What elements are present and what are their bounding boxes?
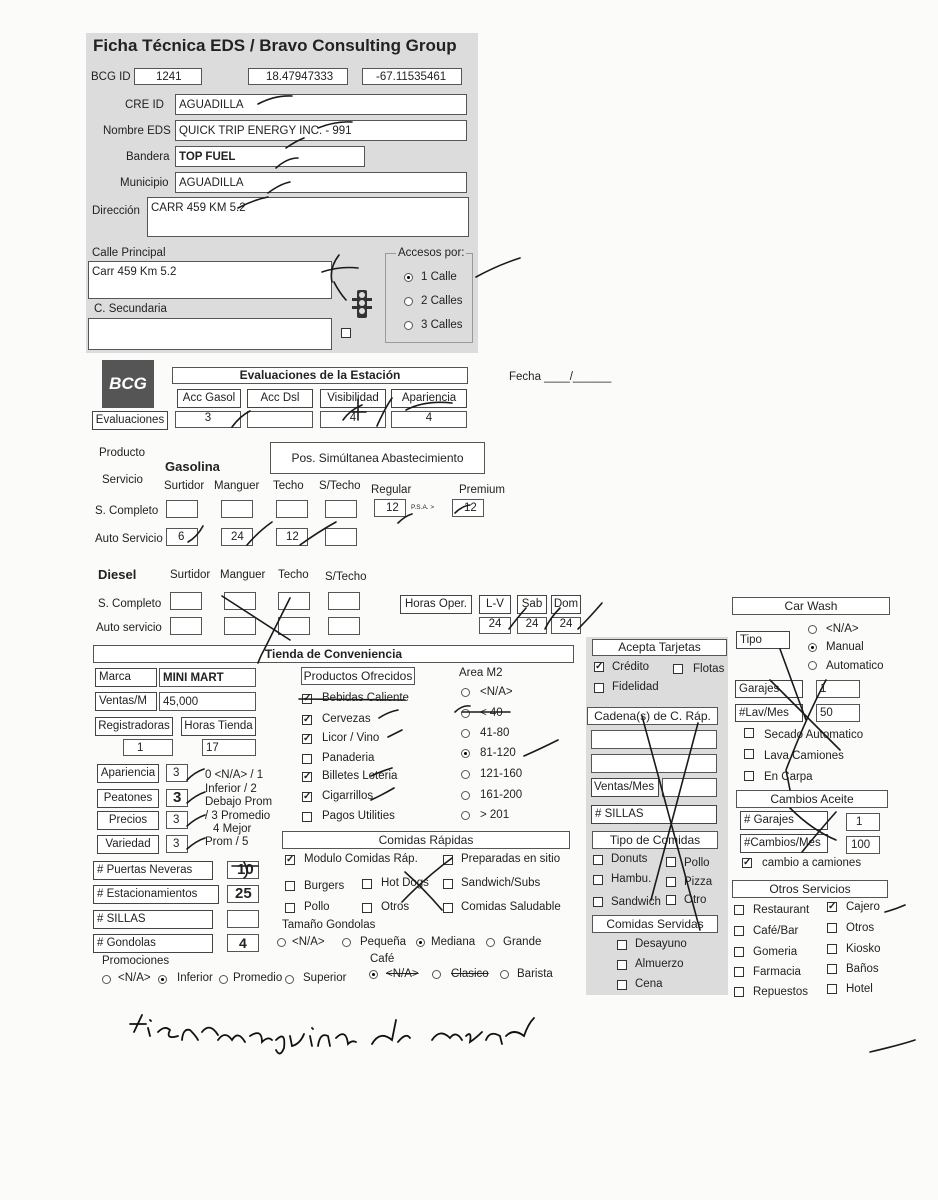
area-label-6: > 201 — [480, 809, 510, 821]
tam-pequena-label: Pequeña — [360, 936, 407, 948]
accesos-1-radio[interactable] — [404, 273, 413, 282]
otros-checkbox-2[interactable] — [734, 926, 744, 936]
saludable-checkbox[interactable] — [443, 903, 453, 913]
producto-label-5: Cigarrillos — [322, 790, 374, 802]
premium-label: Premium — [459, 484, 506, 496]
lav-mes-field[interactable]: 50 — [816, 704, 860, 722]
dsl-col-surtidor: Surtidor — [170, 569, 211, 581]
promo-promedio-label: Promedio — [233, 972, 283, 984]
producto-label-0: Bebidas Caliente — [322, 692, 409, 704]
servicio-label: Servicio — [102, 474, 143, 486]
otros-label-5: Kiosko — [846, 943, 881, 955]
horas-tienda-field[interactable]: 17 — [202, 739, 256, 756]
otros-label-2: Café/Bar — [753, 925, 799, 937]
horas-dom-header[interactable]: Dom — [551, 595, 581, 614]
gas-as-stecho[interactable] — [325, 528, 357, 546]
otros-label-0: Restaurant — [753, 904, 810, 916]
tam-mediana-radio[interactable] — [416, 938, 425, 947]
bandera-label: Bandera — [126, 151, 170, 163]
puertas-field[interactable]: 10 — [227, 861, 259, 879]
marca-label[interactable]: Marca — [95, 668, 157, 687]
accesos-1-label: 1 Calle — [421, 271, 457, 283]
producto-checkbox-5[interactable]: ✓ — [303, 791, 312, 802]
gondolas-label[interactable]: # Gondolas — [93, 934, 213, 953]
horas-lv-header[interactable]: L-V — [479, 595, 511, 614]
diesel-label: Diesel — [98, 567, 137, 582]
dsl-auto-label: Auto servicio — [96, 622, 162, 634]
variedad-label[interactable]: Variedad — [97, 835, 159, 854]
otros-checkbox-8[interactable] — [734, 987, 744, 997]
apariencia-header[interactable]: Apariencia — [391, 389, 467, 408]
precios-label[interactable]: Precios — [97, 811, 159, 830]
cafe-na-label: <N/A> — [386, 968, 419, 980]
pizza-checkbox[interactable] — [666, 877, 676, 887]
gas-col-surtidor: Surtidor — [164, 480, 205, 492]
scale-4: 4 Mejor — [213, 823, 252, 835]
otros-checkbox-1[interactable]: ✓ — [828, 901, 837, 912]
area-title: Area M2 — [459, 667, 503, 679]
dsl-as-manguer[interactable] — [224, 617, 256, 635]
cadena-title: Cadena(s) de C. Ráp. — [587, 707, 718, 725]
carwash-tipo-label[interactable]: Tipo — [736, 631, 790, 649]
cambio-camiones-label: cambio a camiones — [762, 857, 862, 869]
handwritten-note — [130, 1010, 141, 1011]
carwash-auto-radio[interactable] — [808, 661, 817, 670]
otros-label-9: Hotel — [846, 983, 873, 995]
hamburguesa-checkbox[interactable] — [593, 875, 603, 885]
visibilidad-value[interactable]: 4 — [320, 411, 386, 428]
desayuno-label: Desayuno — [635, 938, 687, 950]
tam-na-radio[interactable] — [277, 938, 286, 947]
bcg-logo: BCG — [102, 360, 154, 408]
dsl-col-techo: Techo — [278, 569, 309, 581]
promo-inferior-radio[interactable] — [158, 975, 167, 984]
lav-mes-label[interactable]: #Lav/Mes — [735, 704, 803, 722]
bandera-field[interactable]: TOP FUEL — [175, 146, 365, 167]
dsl-as-surtidor[interactable] — [170, 617, 202, 635]
comidas-servidas-title: Comidas Servidas — [592, 915, 718, 933]
accesos-3-label: 3 Calles — [421, 319, 463, 331]
dsl-as-stecho[interactable] — [328, 617, 360, 635]
saludable-label: Comidas Saludable — [461, 901, 561, 913]
en-carpa-label: En Carpa — [764, 771, 813, 783]
municipio-field[interactable]: AGUADILLA — [175, 172, 467, 193]
carwash-title: Car Wash — [732, 597, 890, 615]
cafe-label: Café — [370, 953, 395, 965]
dsl-as-techo[interactable] — [278, 617, 310, 635]
area-label-3: 81-120 — [480, 747, 516, 759]
flotas-label: Flotas — [693, 663, 725, 675]
almuerzo-label: Almuerzo — [635, 958, 684, 970]
ventas-label[interactable]: Ventas/M — [95, 692, 157, 711]
preparadas-label: Preparadas en sitio — [461, 853, 561, 865]
promo-superior-label: Superior — [303, 972, 347, 984]
area-radio-4[interactable] — [461, 770, 470, 779]
calle-secundaria-label: C. Secundaria — [94, 303, 167, 315]
en-carpa-checkbox[interactable] — [744, 771, 754, 781]
pollo-label: Pollo — [304, 901, 330, 913]
area-label-1: < 40 — [480, 707, 503, 719]
dsl-col-stecho: S/Techo — [325, 571, 367, 583]
flotas-checkbox[interactable] — [673, 664, 683, 674]
regular-field[interactable]: 12 — [374, 499, 406, 517]
horas-dom-value[interactable]: 24 — [551, 617, 581, 634]
otros-checkbox-6[interactable] — [734, 967, 744, 977]
cena-label: Cena — [635, 978, 663, 990]
tam-grande-radio[interactable] — [486, 938, 495, 947]
premium-field[interactable]: 12 — [452, 499, 484, 517]
area-label-4: 121-160 — [480, 768, 523, 780]
otros-label-4: Gomeria — [753, 946, 798, 958]
scale-5: Prom / 5 — [205, 836, 249, 848]
acc-gasol-header[interactable]: Acc Gasol — [177, 389, 241, 408]
cafe-clasico-label: Clasico — [451, 968, 489, 980]
sillas-field[interactable] — [227, 910, 259, 928]
calle-secundaria-field[interactable] — [88, 318, 332, 350]
accesos-2-radio[interactable] — [404, 297, 413, 306]
gas-sc-surtidor[interactable] — [166, 500, 198, 518]
accesos-3-radio[interactable] — [404, 321, 413, 330]
psa-label: P.S.A. > — [411, 504, 435, 511]
carwash-na-label: <N/A> — [826, 623, 859, 635]
carwash-garajes-field[interactable]: 1 — [816, 680, 860, 698]
tarjetas-title: Acepta Tarjetas — [592, 639, 727, 656]
donuts-label: Donuts — [611, 853, 648, 865]
pizza-label: Pizza — [684, 876, 713, 888]
promociones-label: Promociones — [102, 955, 170, 967]
peatones-field[interactable]: 3 — [166, 789, 188, 807]
horas-sab-header[interactable]: Sab — [517, 595, 547, 614]
promo-superior-radio[interactable] — [285, 975, 294, 984]
tipo-pollo-checkbox[interactable] — [666, 857, 676, 867]
cre-id-label: CRE ID — [125, 99, 164, 111]
donuts-checkbox[interactable] — [593, 855, 603, 865]
registradoras-field[interactable]: 1 — [123, 739, 173, 756]
otros-comidas-label: Otros — [381, 901, 410, 913]
dsl-sc-surtidor[interactable] — [170, 592, 202, 610]
producto-checkbox-2[interactable]: ✓ — [303, 733, 312, 744]
tipo-otro-checkbox[interactable] — [666, 895, 676, 905]
municipio-label: Municipio — [120, 177, 169, 189]
area-label-0: <N/A> — [480, 686, 513, 698]
carwash-garajes-label[interactable]: Garajes — [735, 680, 803, 698]
dsl-sc-stecho[interactable] — [328, 592, 360, 610]
horas-lv-value[interactable]: 24 — [479, 617, 511, 634]
tam-na-label: <N/A> — [292, 936, 325, 948]
carwash-na-radio[interactable] — [808, 625, 817, 634]
nombre-field[interactable]: QUICK TRIP ENERGY INC. - 991 — [175, 120, 467, 141]
accesos-2-label: 2 Calles — [421, 295, 463, 307]
otros-label-7: Baños — [846, 963, 879, 975]
tipo-otro-label: Otro — [684, 894, 707, 906]
gas-col-stecho: S/Techo — [319, 480, 361, 492]
dsl-s-completo-label: S. Completo — [98, 598, 162, 610]
producto-label-6: Pagos Utilities — [322, 810, 395, 822]
horas-sab-value[interactable]: 24 — [517, 617, 547, 634]
producto-label-3: Panaderia — [322, 752, 375, 764]
aceite-garajes-label[interactable]: # Garajes — [740, 811, 828, 830]
promo-inferior-label: Inferior — [177, 972, 213, 984]
otros-label-6: Farmacia — [753, 966, 801, 978]
cadena-field-1[interactable] — [591, 730, 717, 749]
burgers-checkbox[interactable] — [285, 881, 295, 891]
registradoras-label[interactable]: Registradoras — [95, 717, 173, 736]
lava-camiones-checkbox[interactable] — [744, 749, 754, 759]
regular-label: Regular — [371, 484, 412, 496]
acc-dsl-value[interactable] — [247, 411, 313, 428]
peatones-label[interactable]: Peatones — [97, 789, 159, 808]
latitude-field[interactable]: 18.47947333 — [248, 68, 348, 85]
apariencia-value[interactable]: 4 — [391, 411, 467, 428]
burgers-label: Burgers — [304, 880, 345, 892]
acc-dsl-header[interactable]: Acc Dsl — [247, 389, 313, 408]
sillas-label[interactable]: # SILLAS — [93, 910, 213, 929]
hotdogs-label: Hot Dogs — [381, 877, 429, 889]
tipo-sandwich-label: Sandwich — [611, 896, 661, 908]
cafe-barista-radio[interactable] — [500, 970, 509, 979]
horas-oper-button[interactable]: Horas Oper. — [400, 595, 472, 614]
cafe-na-radio[interactable] — [369, 970, 378, 979]
cambios-mes-field[interactable]: 100 — [846, 836, 880, 854]
ventas-mes-label[interactable]: Ventas/Mes — [591, 778, 659, 797]
gas-sc-techo[interactable] — [276, 500, 308, 518]
lava-camiones-label: Lava Camiones — [764, 750, 844, 762]
otros-checkbox-5[interactable] — [827, 944, 837, 954]
scale-3: / 3 Promedio — [205, 810, 271, 822]
hamburguesa-label: Hambu. — [611, 873, 652, 885]
cambio-camiones-checkbox[interactable]: ✓ — [743, 857, 752, 868]
scale-1: Inferior / 2 — [205, 783, 257, 795]
form-title: Ficha Técnica EDS / Bravo Consulting Group — [93, 36, 457, 55]
otros-checkbox-7[interactable] — [827, 964, 837, 974]
producto-label-4: Billetes Loteria — [322, 770, 398, 782]
hotdogs-checkbox[interactable] — [362, 879, 372, 889]
cafe-barista-label: Barista — [517, 968, 553, 980]
scale-0: 0 <N/A> / 1 — [205, 769, 264, 781]
cre-id-field[interactable]: AGUADILLA — [175, 94, 467, 115]
eval-title: Evaluaciones de la Estación — [172, 367, 468, 384]
desayuno-checkbox[interactable] — [617, 940, 627, 950]
aceite-garajes-field[interactable]: 1 — [846, 813, 880, 831]
gasolina-label: Gasolina — [165, 459, 220, 474]
aceite-title: Cambios Aceite — [736, 790, 888, 808]
sandwich-subs-checkbox[interactable] — [443, 879, 453, 889]
visibilidad-header[interactable]: Visibilidad — [320, 389, 386, 408]
acc-gasol-value[interactable]: 3 — [175, 411, 241, 428]
comidas-title: Comidas Rápidas — [282, 831, 570, 849]
cafe-clasico-radio[interactable] — [432, 970, 441, 979]
producto-checkbox-1[interactable]: ✓ — [303, 714, 312, 725]
modulo-comidas-checkbox[interactable]: ✓ — [286, 854, 295, 865]
ventas-field[interactable]: 45,000 — [159, 692, 256, 711]
otros-checkbox-4[interactable] — [734, 947, 744, 957]
gas-sc-manguer[interactable] — [221, 500, 253, 518]
area-radio-6[interactable] — [461, 811, 470, 820]
tam-gondolas-label: Tamaño Gondolas — [282, 919, 376, 931]
area-radio-2[interactable] — [461, 729, 470, 738]
precios-field[interactable]: 3 — [166, 811, 188, 829]
scale-2: Debajo Prom — [205, 796, 273, 808]
producto-checkbox-6[interactable] — [302, 812, 312, 822]
gas-col-manguer: Manguer — [214, 480, 260, 492]
tienda-title: Tienda de Conveniencia — [93, 645, 574, 663]
gondolas-field[interactable]: 4 — [227, 934, 259, 952]
credito-label: Crédito — [612, 661, 650, 673]
secado-checkbox[interactable] — [744, 728, 754, 738]
gas-col-techo: Techo — [273, 480, 304, 492]
producto-label: Producto — [99, 447, 146, 459]
direccion-label: Dirección — [92, 205, 140, 217]
cena-checkbox[interactable] — [617, 980, 627, 990]
otros-checkbox-3[interactable] — [827, 923, 837, 933]
cadena-sillas-label[interactable]: # SILLAS — [591, 805, 717, 824]
gas-as-manguer[interactable]: 24 — [221, 528, 253, 546]
producto-label-1: Cervezas — [322, 713, 371, 725]
producto-label-2: Licor / Vino — [322, 732, 380, 744]
otros-servicios-title: Otros Servicios — [732, 880, 888, 898]
apariencia-label[interactable]: Apariencia — [97, 764, 159, 783]
gas-sc-stecho[interactable] — [325, 500, 357, 518]
estacionamientos-field[interactable]: 25 — [227, 885, 259, 903]
modulo-comidas-label: Modulo Comidas Ráp. — [304, 853, 418, 865]
gas-as-techo[interactable]: 12 — [276, 528, 308, 546]
area-label-5: 161-200 — [480, 789, 523, 801]
tipo-sandwich-checkbox[interactable] — [593, 897, 603, 907]
secado-label: Secado Automatico — [764, 729, 864, 741]
gas-auto-label: Auto Servicio — [95, 533, 163, 545]
otros-label-3: Otros — [846, 922, 875, 934]
fidelidad-checkbox[interactable] — [594, 683, 604, 693]
promo-na-radio[interactable] — [102, 975, 111, 984]
tam-mediana-label: Mediana — [431, 936, 476, 948]
dsl-sc-manguer[interactable] — [224, 592, 256, 610]
gas-s-completo-label: S. Completo — [95, 505, 159, 517]
horas-tienda-label[interactable]: Horas Tienda — [181, 717, 256, 736]
dsl-col-manguer: Manguer — [220, 569, 266, 581]
area-label-2: 41-80 — [480, 727, 510, 739]
otros-checkbox-0[interactable] — [734, 905, 744, 915]
apariencia-field[interactable]: 3 — [166, 764, 188, 782]
traffic-light-checkbox[interactable] — [341, 328, 351, 338]
preparadas-checkbox[interactable] — [443, 855, 453, 865]
area-radio-1[interactable] — [461, 709, 470, 718]
tam-grande-label: Grande — [503, 936, 542, 948]
puertas-label[interactable]: # Puertas Neveras — [93, 861, 213, 880]
producto-checkbox-0[interactable]: ✓ — [303, 693, 312, 704]
ventas-mes-field[interactable] — [662, 778, 717, 797]
bcg-id-label: BCG ID — [91, 71, 131, 83]
promo-na-label: <N/A> — [118, 972, 151, 984]
tipo-comidas-title: Tipo de Comidas — [592, 831, 718, 849]
pos-simultanea-header: Pos. Simúltanea Abastecimiento — [270, 442, 485, 474]
accesos-label: Accesos por: — [398, 247, 465, 259]
longitude-field[interactable]: -67.11535461 — [362, 68, 462, 85]
fecha-label: Fecha ____/______ — [509, 371, 612, 383]
nombre-label: Nombre EDS — [103, 125, 171, 137]
tam-pequena-radio[interactable] — [342, 938, 351, 947]
carwash-auto-label: Automatico — [826, 660, 884, 672]
area-radio-5[interactable] — [461, 791, 470, 800]
calle-principal-field[interactable]: Carr 459 Km 5.2 — [88, 261, 332, 299]
bcg-id-field[interactable]: 1241 — [134, 68, 202, 85]
direccion-field[interactable]: CARR 459 KM 5.2 — [147, 197, 469, 237]
carwash-manual-radio[interactable] — [808, 643, 817, 652]
gas-as-surtidor[interactable]: 6 — [166, 528, 198, 546]
otros-label-8: Repuestos — [753, 986, 808, 998]
promo-promedio-radio[interactable] — [219, 975, 228, 984]
almuerzo-checkbox[interactable] — [617, 960, 627, 970]
pollo-checkbox[interactable] — [285, 903, 295, 913]
cambios-mes-label[interactable]: #Cambios/Mes — [740, 834, 828, 853]
estacionamientos-label[interactable]: # Estacionamientos — [93, 885, 219, 904]
traffic-light-icon — [350, 290, 374, 320]
otros-comidas-checkbox[interactable] — [362, 903, 372, 913]
marca-field[interactable]: MINI MART — [159, 668, 256, 687]
dsl-sc-techo[interactable] — [278, 592, 310, 610]
sandwich-subs-label: Sandwich/Subs — [461, 877, 541, 889]
otros-checkbox-9[interactable] — [827, 984, 837, 994]
area-radio-0[interactable] — [461, 688, 470, 697]
carwash-manual-label: Manual — [826, 641, 864, 653]
otros-label-1: Cajero — [846, 901, 880, 913]
producto-checkbox-4[interactable]: ✓ — [303, 771, 312, 782]
credito-checkbox[interactable]: ✓ — [595, 661, 604, 672]
productos-title: Productos Ofrecidos — [301, 667, 415, 685]
tipo-pollo-label: Pollo — [684, 857, 710, 869]
area-radio-3[interactable] — [461, 749, 470, 758]
evaluaciones-button[interactable]: Evaluaciones — [92, 411, 168, 430]
cadena-field-2[interactable] — [591, 754, 717, 773]
variedad-field[interactable]: 3 — [166, 835, 188, 853]
producto-checkbox-3[interactable] — [302, 754, 312, 764]
calle-principal-label: Calle Principal — [92, 247, 166, 259]
fidelidad-label: Fidelidad — [612, 681, 659, 693]
